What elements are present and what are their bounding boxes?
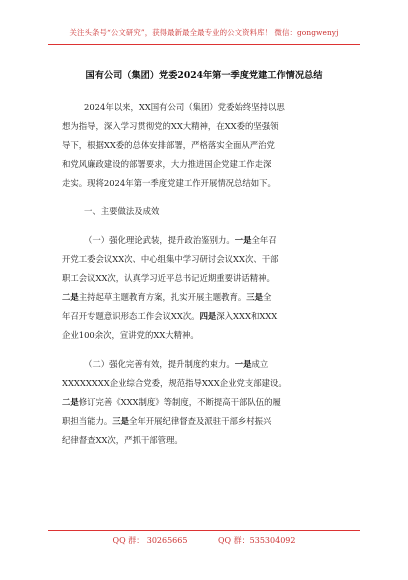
emphasis-marker: 二是 — [62, 397, 79, 407]
body-line — [62, 158, 271, 170]
body-line — [84, 358, 268, 370]
body-line — [62, 434, 183, 446]
emphasis-marker: 三是 — [246, 292, 263, 302]
emphasis-marker: 二是 — [62, 292, 79, 302]
emphasis-marker: 三是 — [112, 416, 129, 426]
body-text: 深入XXX和XXX — [216, 311, 278, 321]
body-line — [62, 310, 277, 322]
body-text: 企业100余次，宣讲党的XX大精神。 — [62, 330, 199, 340]
body-text: 和党风廉政建设的部署要求，大力推进国企党建工作走深 — [62, 159, 272, 169]
body-line — [62, 396, 281, 408]
header-divider — [48, 44, 360, 45]
body-text: 全年召 — [251, 235, 277, 245]
body-line — [62, 329, 199, 341]
body-line — [62, 415, 271, 427]
body-line — [62, 291, 271, 303]
body-line — [62, 177, 276, 189]
footer-qq-group-1: QQ 群： 30265665 — [112, 536, 188, 545]
body-line — [84, 101, 285, 113]
body-line — [84, 205, 159, 217]
header-banner: 关注头条号“公文研究”，获得最新最全最专业的公文资料库！ 微信：gongwenyj — [69, 28, 339, 37]
body-text: 导下，根据XX委的总体安排部署，严格落实全面从严治党 — [62, 140, 275, 150]
body-line — [62, 120, 278, 132]
body-line — [62, 253, 278, 265]
body-line — [62, 377, 287, 389]
body-line — [84, 234, 277, 246]
body-line — [62, 139, 275, 151]
body-text: 主持起草主题教育方案，扎实开展主题教育。 — [78, 292, 247, 302]
body-text: 职担当能力。 — [62, 416, 113, 426]
body-text: 全年开展纪律督查及派驻干部乡村振兴 — [129, 416, 272, 426]
body-text: 想为指导，深入学习贯彻党的XX大精神，在XX委的坚强领 — [62, 121, 279, 131]
body-text: （二）强化完善有效，提升制度约束力。 — [84, 359, 235, 369]
emphasis-marker: 一是 — [234, 235, 252, 245]
footer-divider — [48, 530, 360, 531]
footer-qq-group-2: QQ 群：535304092 — [218, 536, 296, 545]
footer — [40, 535, 368, 546]
body-text: （一）强化理论武装，提升政治鉴别力。 — [84, 235, 235, 245]
body-text: 年召开专题意识形态工作会议XX次。 — [62, 311, 200, 321]
body-text: 纪律督查XX次，严抓干部管理。 — [62, 435, 183, 445]
body-text: 全 — [263, 292, 272, 302]
body-text: 修订完善《XXX制度》等制度，不断提高干部队伍的履 — [78, 397, 281, 407]
document-title: 国有公司（集团）党委2024年第一季度党建工作情况总结 — [85, 70, 323, 81]
emphasis-marker: 四是 — [199, 311, 217, 321]
emphasis-marker: 一是 — [234, 359, 252, 369]
body-line — [62, 272, 275, 284]
body-text: XXXXXXXX企业综合党委，规范指导XXX企业党支部建设。 — [62, 378, 287, 388]
body-text: 开党工委会议XX次、中心组集中学习研讨会议XX次、干部 — [62, 254, 279, 264]
body-text: 职工会议XX次，认真学习近平总书记近期重要讲话精神。 — [62, 273, 275, 283]
body-text: 成立 — [251, 359, 269, 369]
body-text: 一、主要做法及成效 — [84, 206, 160, 216]
body-text: 2024年以来，XX国有公司（集团）党委始终坚持以思 — [84, 102, 285, 112]
body-text: 走实。现将2024年第一季度党建工作开展情况总结如下。 — [62, 178, 276, 188]
